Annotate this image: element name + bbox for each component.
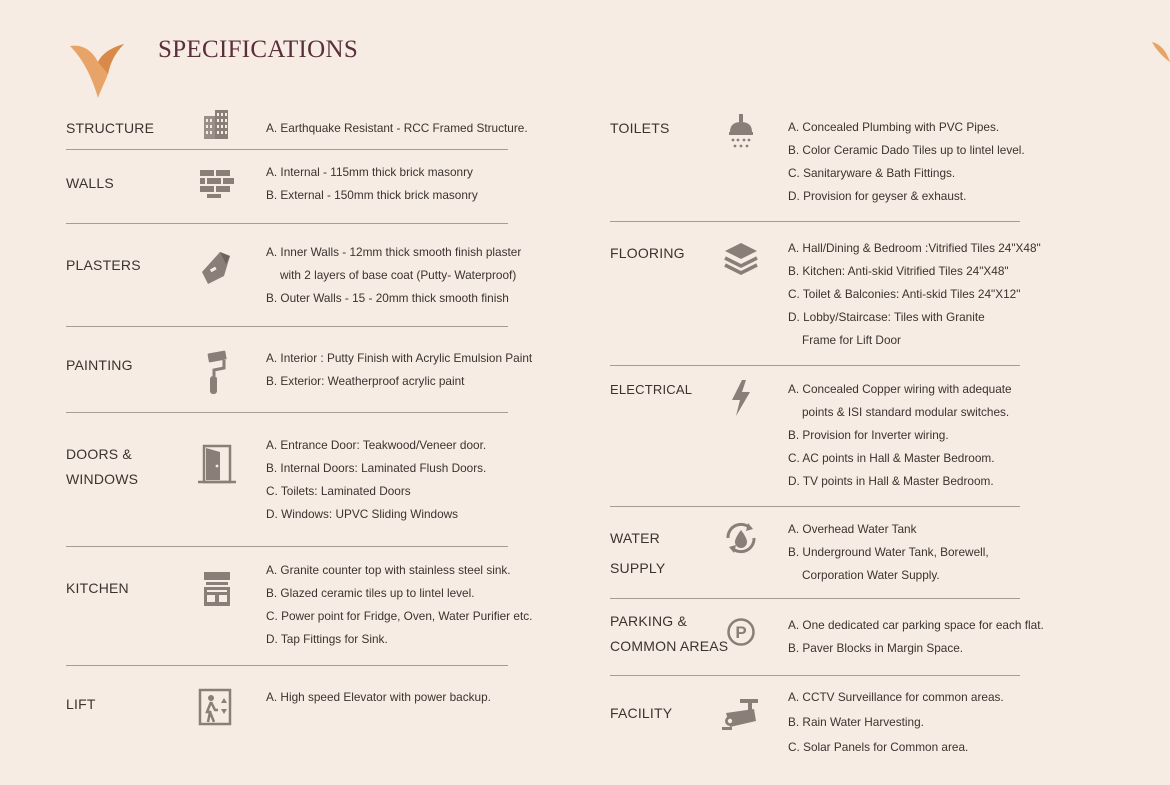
spec-item: B. Glazed ceramic tiles up to lintel level. bbox=[266, 586, 475, 600]
spec-label-line: WATER bbox=[610, 530, 660, 546]
divider bbox=[66, 326, 508, 327]
spec-label-line: WINDOWS bbox=[66, 471, 139, 487]
spec-item: B. Outer Walls - 15 - 20mm thick smooth finish bbox=[266, 291, 509, 305]
trowel-icon bbox=[198, 250, 234, 286]
spec-item: A. Internal - 115mm thick brick masonry bbox=[266, 165, 473, 179]
spec-label bbox=[66, 442, 138, 492]
lightning-icon bbox=[728, 378, 754, 418]
divider bbox=[66, 223, 508, 224]
spec-item: A. Hall/Dining & Bedroom :Vitrified Tiles 24"X48" bbox=[788, 241, 1041, 255]
spec-item: C. Solar Panels for Common area. bbox=[788, 740, 969, 754]
parking-icon bbox=[726, 617, 756, 647]
spec-item: points & ISI standard modular switches. bbox=[802, 405, 1010, 419]
spec-item: D. Provision for geyser & exhaust. bbox=[788, 189, 967, 203]
divider bbox=[610, 365, 1020, 366]
spec-label: WALLS bbox=[66, 175, 114, 191]
cctv-icon bbox=[720, 697, 762, 733]
spec-label: ELECTRICAL bbox=[610, 382, 693, 397]
spec-item: A. Earthquake Resistant - RCC Framed Structure. bbox=[266, 121, 528, 135]
spec-item: A. Concealed Plumbing with PVC Pipes. bbox=[788, 120, 1000, 134]
spec-item: B. Underground Water Tank, Borewell, bbox=[788, 545, 989, 559]
spec-item: A. Overhead Water Tank bbox=[788, 522, 917, 536]
spec-item: A. Concealed Copper wiring with adequate bbox=[788, 382, 1012, 396]
spec-label: STRUCTURE bbox=[66, 120, 155, 136]
water-cycle-icon bbox=[722, 520, 760, 556]
spec-label: PLASTERS bbox=[66, 257, 141, 273]
spec-item: D. Windows: UPVC Sliding Windows bbox=[266, 507, 459, 521]
divider bbox=[66, 149, 508, 150]
spec-item: Frame for Lift Door bbox=[802, 333, 901, 347]
paint-roller-icon bbox=[202, 350, 228, 396]
spec-item: A. Granite counter top with stainless steel sink. bbox=[266, 563, 511, 577]
spec-item: D. TV points in Hall & Master Bedroom. bbox=[788, 474, 994, 488]
spec-item: D. Tap Fittings for Sink. bbox=[266, 632, 388, 646]
divider bbox=[66, 546, 508, 547]
divider bbox=[610, 675, 1020, 676]
divider bbox=[610, 506, 1020, 507]
spec-item: C. AC points in Hall & Master Bedroom. bbox=[788, 451, 995, 465]
spec-item: C. Sanitaryware & Bath Fittings. bbox=[788, 166, 956, 180]
layers-icon bbox=[722, 240, 760, 278]
spec-item: B. Kitchen: Anti-skid Vitrified Tiles 24"X48" bbox=[788, 264, 1009, 278]
spec-item: B. Internal Doors: Laminated Flush Doors. bbox=[266, 461, 487, 475]
spec-item: B. Provision for Inverter wiring. bbox=[788, 428, 949, 442]
building-icon bbox=[202, 108, 232, 140]
elevator-icon bbox=[198, 688, 232, 726]
spec-item: A. Interior : Putty Finish with Acrylic Emulsion Paint bbox=[266, 351, 533, 365]
spec-item: A. CCTV Surveillance for common areas. bbox=[788, 690, 1004, 704]
svg-text:P: P bbox=[735, 623, 747, 642]
spec-item: with 2 layers of base coat (Putty- Waterproof) bbox=[280, 268, 517, 282]
divider bbox=[66, 412, 508, 413]
spec-label bbox=[610, 523, 665, 583]
spec-label: LIFT bbox=[66, 696, 96, 712]
spec-item: A. One dedicated car parking space for each flat. bbox=[788, 618, 1044, 632]
divider bbox=[610, 598, 1020, 599]
spec-item: B. Exterior: Weatherproof acrylic paint bbox=[266, 374, 465, 388]
spec-item: B. Color Ceramic Dado Tiles up to lintel level. bbox=[788, 143, 1025, 157]
spec-label: FACILITY bbox=[610, 705, 673, 721]
spec-item: A. Entrance Door: Teakwood/Veneer door. bbox=[266, 438, 487, 452]
spec-label bbox=[610, 609, 728, 659]
spec-label: FLOORING bbox=[610, 245, 685, 261]
bird-logo-partial-icon bbox=[1150, 40, 1170, 80]
spec-item: C. Power point for Fridge, Oven, Water Purifier etc. bbox=[266, 609, 533, 623]
spec-item: D. Lobby/Staircase: Tiles with Granite bbox=[788, 310, 985, 324]
divider bbox=[610, 221, 1020, 222]
shower-icon bbox=[726, 112, 756, 152]
spec-item: B. Paver Blocks in Margin Space. bbox=[788, 641, 964, 655]
spec-item: C. Toilet & Balconies: Anti-skid Tiles 24"X12" bbox=[788, 287, 1021, 301]
kitchen-icon bbox=[202, 570, 232, 608]
page-title: SPECIFICATIONS bbox=[158, 36, 359, 63]
spec-item: C. Toilets: Laminated Doors bbox=[266, 484, 411, 498]
divider bbox=[66, 665, 508, 666]
spec-label: PAINTING bbox=[66, 357, 133, 373]
spec-label-line: SUPPLY bbox=[610, 560, 666, 576]
spec-item: A. High speed Elevator with power backup. bbox=[266, 690, 491, 704]
door-icon bbox=[196, 444, 238, 484]
spec-label-line: PARKING & bbox=[610, 613, 688, 629]
spec-item: B. External - 150mm thick brick masonry bbox=[266, 188, 478, 202]
brick-wall-icon bbox=[199, 168, 235, 198]
bird-logo-icon bbox=[68, 40, 140, 98]
spec-item: B. Rain Water Harvesting. bbox=[788, 715, 924, 729]
spec-label: KITCHEN bbox=[66, 580, 129, 596]
spec-label: TOILETS bbox=[610, 120, 670, 136]
spec-label-line: COMMON AREAS bbox=[610, 638, 729, 654]
spec-label-line: DOORS & bbox=[66, 446, 132, 462]
spec-item: A. Inner Walls - 12mm thick smooth finish plaster bbox=[266, 245, 522, 259]
spec-item: Corporation Water Supply. bbox=[802, 568, 940, 582]
